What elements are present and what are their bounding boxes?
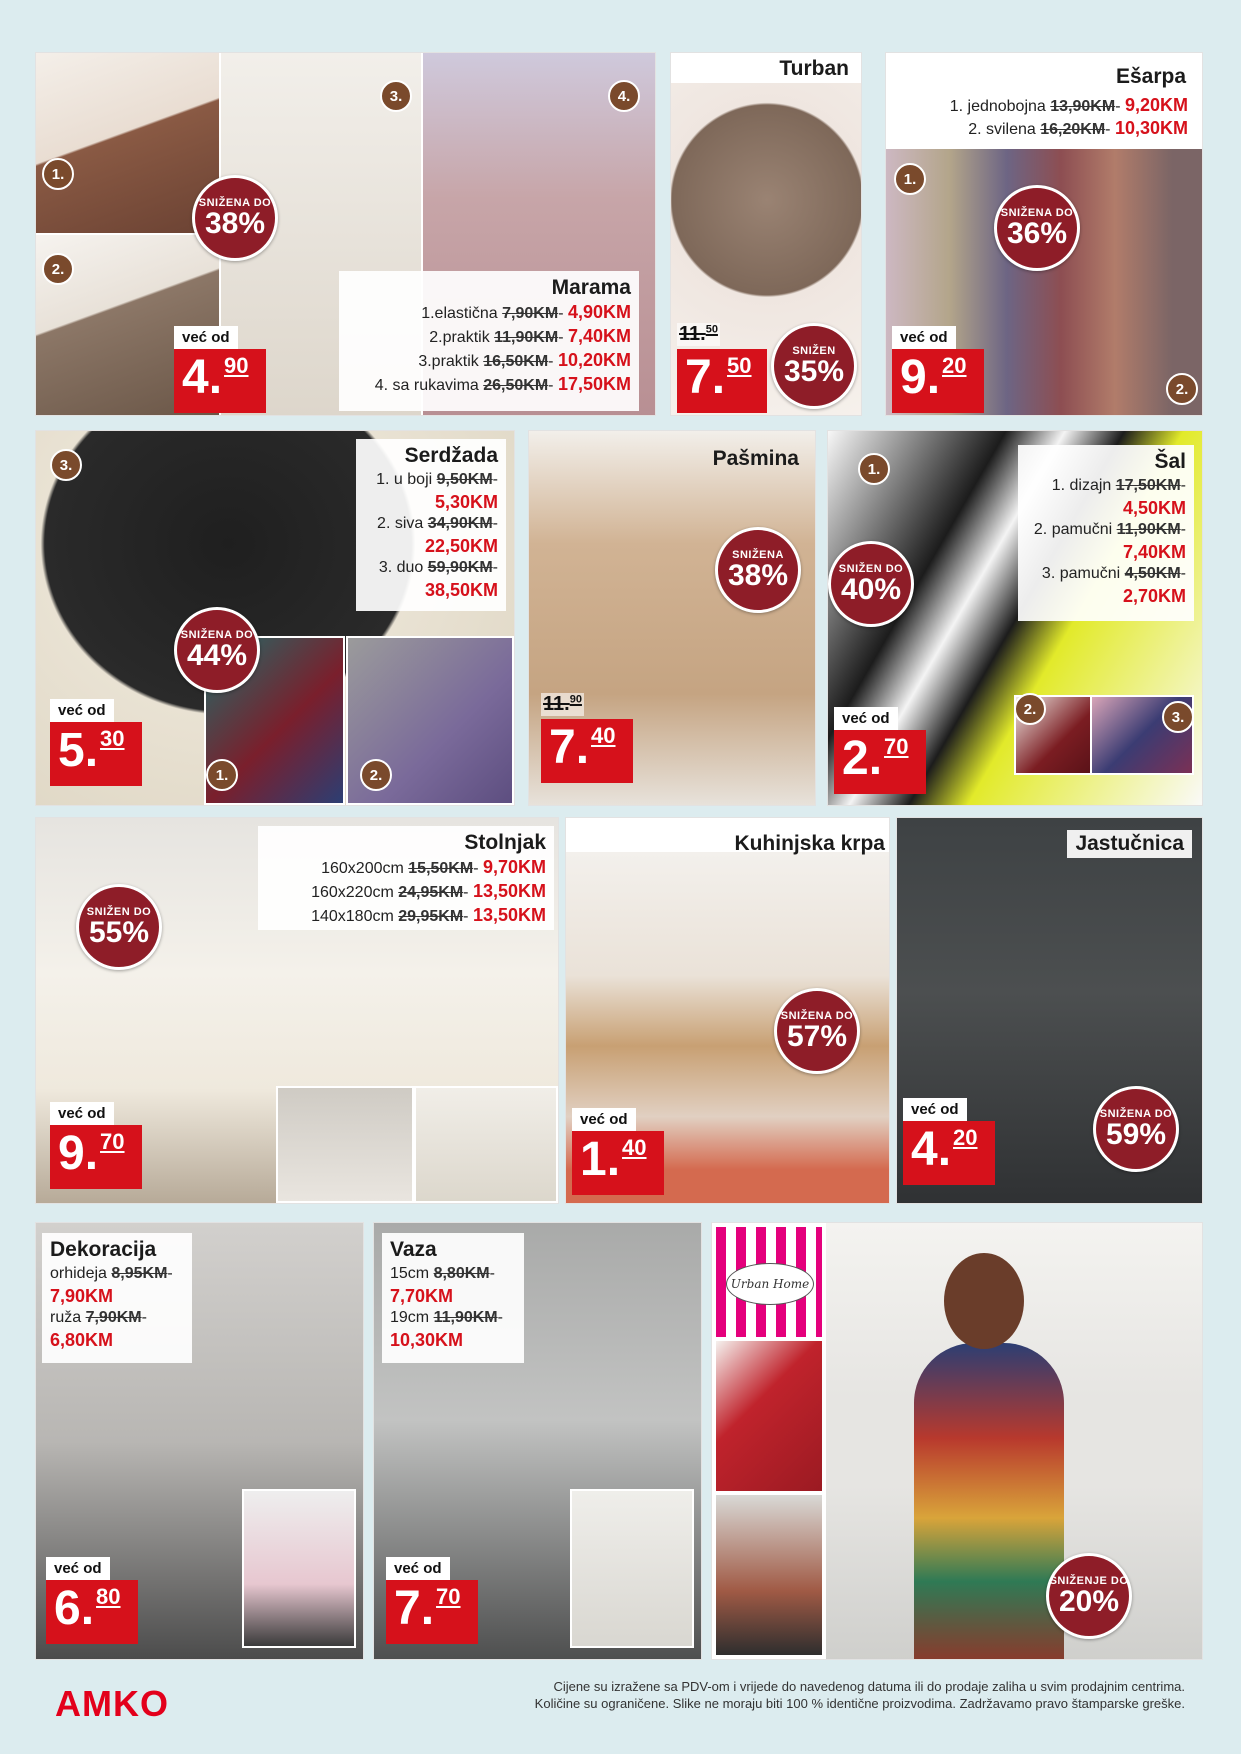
- badge-label: SNIŽEN DO: [838, 563, 904, 575]
- serdzada-line-2-new: 22,50KM: [424, 536, 498, 556]
- line-old: 16,50KM: [483, 353, 549, 370]
- marama-line-1: 1.elastična 7,90KM- 4,90KM: [421, 302, 631, 322]
- line-label: 3. pamučni: [1041, 565, 1121, 582]
- badge-percent: 40%: [840, 573, 902, 606]
- serdzada-discount-badge: [174, 607, 260, 693]
- badge-label: SNIŽENA DO: [198, 197, 272, 209]
- serdzada-line-3-new: 38,50KM: [424, 580, 498, 600]
- line-label: 1.elastična: [421, 305, 498, 322]
- badge-percent: 35%: [783, 355, 845, 388]
- jastucnica-title: Jastučnica: [1067, 830, 1192, 858]
- line-new: 10,20KM: [557, 350, 631, 370]
- old-main: 11.: [543, 693, 570, 715]
- line-label: 2. siva: [377, 515, 424, 532]
- dekoracija-title: Dekoracija: [50, 1238, 157, 1261]
- vaza-big-price: [386, 1580, 478, 1644]
- sal-line-3-new: 2,70KM: [1122, 586, 1186, 606]
- turban-panel: [670, 52, 862, 416]
- badge-percent: 36%: [1006, 217, 1068, 250]
- sal-discount-badge: [828, 541, 914, 627]
- esarpa-line-2: 2. svilena 16,20KM- 10,30KM: [968, 118, 1188, 138]
- line-new: 13,50KM: [472, 905, 546, 925]
- old-decimal: 90: [569, 693, 582, 706]
- price-main: 4.: [911, 1123, 952, 1176]
- stolnjak-vec-od: već od: [50, 1102, 114, 1125]
- line-new: 17,50KM: [557, 374, 631, 394]
- price-decimal: 40: [591, 723, 616, 748]
- jastucnica-vec-od: već od: [903, 1098, 967, 1121]
- price-decimal: 20: [942, 353, 967, 378]
- turban-big-price: [677, 349, 767, 413]
- line-new: 10,30KM: [1114, 118, 1188, 138]
- footer-disclaimer: [365, 1678, 1185, 1712]
- vaza-line-2-new: 10,30KM: [390, 1330, 464, 1350]
- price-decimal: 70: [100, 1129, 125, 1154]
- line-old: 9,50KM: [436, 471, 493, 488]
- dekoracija-line-2: ruža 7,90KM-: [50, 1309, 147, 1326]
- line-label: 1. dizajn: [1051, 477, 1112, 494]
- badge-percent: 59%: [1105, 1118, 1167, 1151]
- krpa-panel: [565, 817, 890, 1204]
- stolnjak-line-3: 140x180cm 29,95KM- 13,50KM: [311, 905, 546, 925]
- marama-num-3: 3.: [380, 80, 412, 112]
- line-label: orhideja: [50, 1265, 107, 1282]
- jastucnica-big-price: [903, 1121, 995, 1185]
- vaza-title: Vaza: [390, 1238, 437, 1261]
- urban-home-label: Urban Home: [726, 1263, 814, 1305]
- pasmina-old-price: [541, 693, 584, 716]
- turban-title: Turban: [779, 57, 849, 80]
- vaza-line-2: 19cm 11,90KM-: [390, 1309, 503, 1326]
- badge-percent: 38%: [204, 207, 266, 240]
- line-label: 160x220cm: [311, 884, 394, 901]
- jastucnica-panel: [896, 817, 1203, 1204]
- urban-home-logo: [716, 1227, 822, 1337]
- badge-percent: 44%: [186, 639, 248, 672]
- price-main: 7.: [685, 351, 726, 404]
- badge-percent: 38%: [727, 559, 789, 592]
- apron-figure: [914, 1343, 1064, 1660]
- stolnjak-line-1: 160x200cm 15,50KM- 9,70KM: [321, 857, 546, 877]
- price-decimal: 50: [727, 353, 752, 378]
- jastucnica-discount-badge: [1093, 1086, 1179, 1172]
- serdzada-num-2: 2.: [360, 759, 392, 791]
- line-label: 2.praktik: [429, 329, 490, 346]
- dekoracija-line-2-new: 6,80KM: [50, 1330, 114, 1350]
- sal-title: Šal: [1154, 450, 1186, 473]
- vaza-photo-2: [570, 1489, 694, 1648]
- stolnjak-photo-3: [414, 1086, 558, 1203]
- dekoracija-panel: [35, 1222, 364, 1660]
- line-new: 7,40KM: [567, 326, 631, 346]
- kecelja-photo-mitt: [716, 1341, 822, 1491]
- price-main: 2.: [842, 732, 883, 785]
- esarpa-discount-badge: [994, 185, 1080, 271]
- pasmina-panel: [528, 430, 816, 806]
- line-label: 1. u boji: [376, 471, 433, 488]
- woman-head: [944, 1253, 1024, 1349]
- kecelja-photo-apron: [826, 1223, 1203, 1660]
- badge-label: SNIŽEN DO: [86, 906, 152, 918]
- esarpa-big-price: [892, 349, 984, 413]
- stolnjak-discount-badge: [76, 884, 162, 970]
- serdzada-num-3: 3.: [50, 449, 82, 481]
- line-label: 19cm: [390, 1309, 430, 1326]
- price-main: 1.: [580, 1133, 621, 1186]
- pasmina-discount-badge: [715, 527, 801, 613]
- badge-label: SNIŽENA: [732, 549, 784, 561]
- price-decimal: 80: [96, 1584, 121, 1609]
- line-new: 4,90KM: [567, 302, 631, 322]
- badge-label: SNIŽENA DO: [780, 1010, 854, 1022]
- esarpa-num-2: 2.: [1166, 373, 1198, 405]
- krpa-big-price: [572, 1131, 664, 1195]
- dekoracija-vec-od: već od: [46, 1557, 110, 1580]
- price-main: 5.: [58, 724, 99, 777]
- sal-line-2-new: 7,40KM: [1122, 542, 1186, 562]
- krpa-title: Kuhinjska krpa: [734, 832, 885, 855]
- line-label: ruža: [50, 1309, 82, 1326]
- price-main: 7.: [549, 721, 590, 774]
- badge-label: SNIŽENA DO: [1099, 1108, 1173, 1120]
- line-label: 3.praktik: [418, 353, 479, 370]
- line-old: 15,50KM: [408, 860, 474, 877]
- sal-line-2: 2. pamučni 11,90KM-: [1033, 521, 1186, 538]
- footer-line-1: Cijene su izražene sa PDV-om i vrijede do navedenog datuma ili do prodaje zaliha u svim prodajnim centrima.: [553, 1679, 1185, 1694]
- stolnjak-big-price: [50, 1125, 142, 1189]
- kecelja-photo-kitchen: [716, 1495, 822, 1655]
- badge-percent: 20%: [1058, 1585, 1120, 1618]
- serdzada-title: Serdžada: [404, 444, 498, 467]
- line-old: 11,90KM: [433, 1309, 498, 1326]
- amko-logo: AMKO: [55, 1683, 169, 1724]
- badge-percent: 55%: [88, 916, 150, 949]
- line-old: 7,90KM: [85, 1309, 142, 1326]
- serdzada-price-list: [356, 439, 506, 611]
- marama-big-price: [174, 349, 266, 413]
- marama-panel: [35, 52, 656, 416]
- stolnjak-line-2: 160x220cm 24,95KM- 13,50KM: [311, 881, 546, 901]
- marama-vec-od: već od: [174, 326, 238, 349]
- krpa-vec-od: već od: [572, 1108, 636, 1131]
- badge-label: SNIŽEN: [792, 345, 836, 357]
- badge-percent: 57%: [786, 1020, 848, 1053]
- line-old: 16,20KM: [1040, 121, 1106, 138]
- badge-label: SNIŽENA DO: [1000, 207, 1074, 219]
- line-old: 34,90KM: [427, 515, 493, 532]
- pasmina-big-price: [541, 719, 633, 783]
- line-label: 15cm: [390, 1265, 430, 1282]
- sal-num-1: 1.: [858, 453, 890, 485]
- marama-num-1: 1.: [42, 158, 74, 190]
- serdzada-line-1-new: 5,30KM: [434, 492, 498, 512]
- stolnjak-title: Stolnjak: [464, 831, 546, 854]
- sal-num-2: 2.: [1014, 693, 1046, 725]
- sal-line-1: 1. dizajn 17,50KM-: [1051, 477, 1186, 494]
- line-label: 140x180cm: [311, 908, 394, 925]
- line-old: 59,90KM: [427, 559, 493, 576]
- line-label: 1. jednobojna: [949, 98, 1046, 115]
- kecelja-panel: [711, 1222, 1203, 1660]
- serdzada-big-price: [50, 722, 142, 786]
- dekoracija-price-list: [42, 1233, 192, 1363]
- price-main: 4.: [182, 351, 223, 404]
- marama-num-2: 2.: [42, 253, 74, 285]
- line-old: 7,90KM: [502, 305, 559, 322]
- price-main: 7.: [394, 1582, 435, 1635]
- serdzada-num-1: 1.: [206, 759, 238, 791]
- serdzada-line-3: 3. duo 59,90KM-: [378, 559, 498, 576]
- line-old: 13,90KM: [1050, 98, 1116, 115]
- line-old: 17,50KM: [1115, 477, 1181, 494]
- marama-price-list: [339, 271, 639, 411]
- turban-discount-badge: [771, 323, 857, 409]
- sal-line-1-new: 4,50KM: [1122, 498, 1186, 518]
- stolnjak-photo-2: [276, 1086, 414, 1203]
- price-decimal: 20: [953, 1125, 978, 1150]
- krpa-discount-badge: [774, 988, 860, 1074]
- line-label: 160x200cm: [321, 860, 404, 877]
- vaza-price-list: [382, 1233, 524, 1363]
- marama-photo-1: [36, 53, 219, 233]
- sal-panel: [827, 430, 1203, 806]
- line-new: 13,50KM: [472, 881, 546, 901]
- turban-old-price: [677, 323, 720, 346]
- vaza-line-1-new: 7,70KM: [390, 1286, 454, 1306]
- esarpa-num-1: 1.: [894, 163, 926, 195]
- line-old: 8,80KM: [433, 1265, 490, 1282]
- sal-line-3: 3. pamučni 4,50KM-: [1041, 565, 1186, 582]
- serdzada-line-1: 1. u boji 9,50KM-: [376, 471, 498, 488]
- line-old: 29,95KM: [398, 908, 464, 925]
- line-old: 4,50KM: [1124, 565, 1181, 582]
- sal-num-3: 3.: [1162, 701, 1194, 733]
- marama-title: Marama: [551, 276, 631, 299]
- dekoracija-photo-2: [242, 1489, 356, 1648]
- kecelja-discount-badge: [1046, 1553, 1132, 1639]
- marama-num-4: 4.: [608, 80, 640, 112]
- footer-line-2: Količine su ograničene. Slike ne moraju biti 100 % identične proizvodima. Zadržavamo pravo štamparske greške.: [534, 1696, 1185, 1711]
- line-new: 9,20KM: [1124, 95, 1188, 115]
- line-old: 11,90KM: [1116, 521, 1181, 538]
- vaza-panel: [373, 1222, 702, 1660]
- pasmina-title: Pašmina: [712, 447, 799, 470]
- esarpa-line-1: 1. jednobojna 13,90KM- 9,20KM: [949, 95, 1188, 115]
- vaza-line-1: 15cm 8,80KM-: [390, 1265, 495, 1282]
- dekoracija-line-1-new: 7,90KM: [50, 1286, 114, 1306]
- price-decimal: 70: [884, 734, 909, 759]
- line-old: 24,95KM: [398, 884, 464, 901]
- line-old: 26,50KM: [483, 377, 549, 394]
- stolnjak-price-list: [258, 826, 554, 930]
- esarpa-vec-od: već od: [892, 326, 956, 349]
- line-label: 2. svilena: [968, 121, 1036, 138]
- marama-line-2: 2.praktik 11,90KM- 7,40KM: [429, 326, 631, 346]
- price-main: 6.: [54, 1582, 95, 1635]
- price-decimal: 30: [100, 726, 125, 751]
- line-new: 9,70KM: [482, 857, 546, 877]
- esarpa-panel: [885, 52, 1203, 416]
- price-decimal: 40: [622, 1135, 647, 1160]
- line-old: 11,90KM: [494, 329, 559, 346]
- vaza-vec-od: već od: [386, 1557, 450, 1580]
- line-old: 8,95KM: [111, 1265, 168, 1282]
- price-decimal: 90: [224, 353, 249, 378]
- line-label: 3. duo: [378, 559, 424, 576]
- esarpa-title: Ešarpa: [1115, 65, 1186, 88]
- price-main: 9.: [58, 1127, 99, 1180]
- dekoracija-big-price: [46, 1580, 138, 1644]
- sal-price-list: [1018, 445, 1194, 621]
- marama-line-4: 4. sa rukavima 26,50KM- 17,50KM: [374, 374, 631, 394]
- line-label: 2. pamučni: [1033, 521, 1113, 538]
- marama-line-3: 3.praktik 16,50KM- 10,20KM: [418, 350, 631, 370]
- price-main: 9.: [900, 351, 941, 404]
- stolnjak-panel: [35, 817, 559, 1204]
- marama-discount-badge: [192, 175, 278, 261]
- serdzada-line-2: 2. siva 34,90KM-: [377, 515, 498, 532]
- serdzada-vec-od: već od: [50, 699, 114, 722]
- badge-label: SNIŽENA DO: [180, 629, 254, 641]
- badge-label: SNIŽENJE DO: [1049, 1575, 1129, 1587]
- dekoracija-line-1: orhideja 8,95KM-: [50, 1265, 173, 1282]
- sal-big-price: [834, 730, 926, 794]
- price-decimal: 70: [436, 1584, 461, 1609]
- old-decimal: 50: [705, 323, 718, 336]
- old-main: 11.: [679, 323, 706, 345]
- sal-vec-od: već od: [834, 707, 898, 730]
- line-label: 4. sa rukavima: [374, 377, 479, 394]
- serdzada-panel: [35, 430, 515, 806]
